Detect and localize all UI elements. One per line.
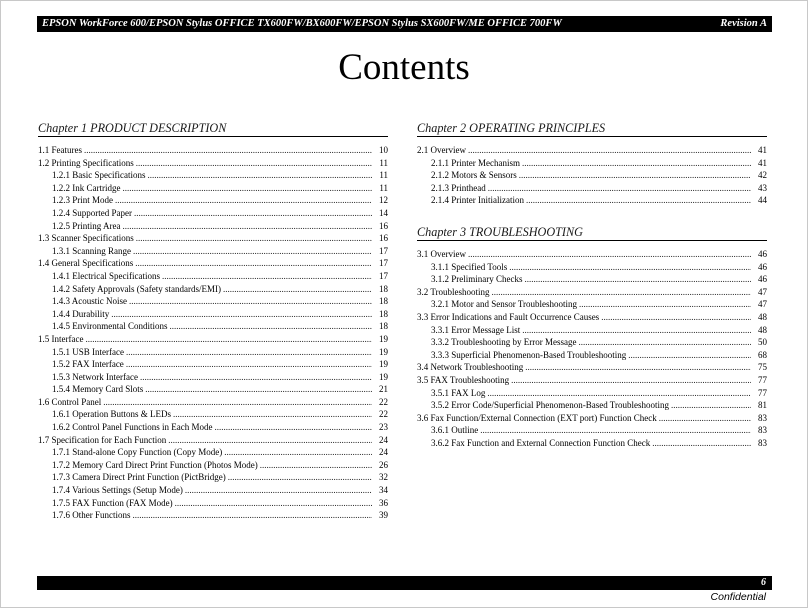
dot-leader — [170, 320, 373, 333]
toc-entry-label: 1.4.3 Acoustic Noise — [52, 296, 127, 307]
toc-entry-label: 1.4.4 Durability — [52, 308, 110, 319]
toc-entry-label: 3.4 Network Troubleshooting — [417, 362, 524, 373]
toc-entry[interactable] — [38, 257, 388, 270]
toc-entry[interactable] — [38, 232, 388, 245]
toc-entry[interactable] — [38, 333, 388, 346]
dot-leader — [671, 399, 751, 412]
toc-entry-page: 41 — [758, 157, 767, 168]
toc-entry[interactable] — [38, 270, 388, 283]
toc-entry[interactable] — [38, 471, 388, 484]
toc-entry[interactable] — [417, 169, 767, 182]
toc-entry-label: 3.3.1 Error Message List — [431, 324, 521, 335]
dot-leader — [85, 333, 372, 346]
toc-entry-label: 1.5.4 Memory Card Slots — [52, 384, 144, 395]
toc-entry-page: 18 — [379, 321, 388, 332]
dot-leader — [133, 245, 372, 258]
toc-entry-label: 3.5 FAX Troubleshooting — [417, 374, 510, 385]
toc-entry-page: 77 — [758, 387, 767, 398]
toc-entry-label: 3.3 Error Indications and Fault Occurrence Causes — [417, 311, 600, 322]
dot-leader — [525, 273, 752, 286]
toc-entry-label: 3.6.2 Fax Function and External Connection Function Check — [431, 437, 651, 448]
toc-entry[interactable] — [38, 421, 388, 434]
toc-entry-page: 17 — [379, 270, 388, 281]
toc-entry[interactable] — [38, 396, 388, 409]
toc-entry-page: 83 — [758, 437, 767, 448]
dot-leader — [492, 286, 751, 299]
dot-leader — [185, 484, 372, 497]
toc-left-column — [38, 120, 388, 522]
toc-entry[interactable] — [38, 182, 388, 195]
revision-label: Revision A — [720, 18, 767, 29]
toc-entry-label: 1.2.4 Supported Paper — [52, 207, 132, 218]
toc-entry-label: 1.4.5 Environmental Conditions — [52, 321, 168, 332]
toc-entry-page: 32 — [379, 472, 388, 483]
toc-entry-page: 24 — [379, 434, 388, 445]
dot-leader — [468, 248, 751, 261]
toc-entry-label: 3.2 Troubleshooting — [417, 286, 490, 297]
dot-leader — [511, 374, 751, 387]
toc-entry-page: 22 — [379, 409, 388, 420]
toc-entry-label: 1.1 Features — [38, 145, 82, 155]
confidential-label: Confidential — [710, 591, 766, 603]
toc-entry-page: 16 — [379, 220, 388, 231]
toc-entry[interactable] — [417, 374, 767, 387]
toc-entry[interactable] — [38, 383, 388, 396]
dot-leader — [162, 270, 372, 283]
dot-leader — [126, 358, 372, 371]
toc-entry-label: 2.1.2 Motors & Sensors — [431, 170, 517, 181]
toc-entry[interactable] — [417, 361, 767, 374]
page-number: 6 — [761, 577, 766, 588]
dot-leader — [260, 459, 372, 472]
dot-leader — [480, 424, 751, 437]
toc-entry-page: 22 — [379, 396, 388, 407]
dot-leader — [134, 207, 372, 220]
toc-entry-label: 2.1.4 Printer Initialization — [431, 195, 524, 206]
toc-entry-label: 1.5.1 USB Interface — [52, 346, 124, 357]
toc-right-column — [417, 120, 767, 449]
dot-leader — [488, 182, 751, 195]
toc-entry-page: 10 — [379, 145, 388, 155]
dot-leader — [522, 157, 751, 170]
dot-leader — [228, 471, 372, 484]
toc-entry[interactable] — [38, 220, 388, 233]
toc-entry-label: 3.5.2 Error Code/Superficial Phenomenon-Based Troubleshooting — [431, 400, 669, 411]
toc-entry-page: 75 — [758, 362, 767, 373]
toc-entry-page: 14 — [379, 207, 388, 218]
header-bar — [37, 16, 772, 32]
toc-entry-label: 1.7.2 Memory Card Direct Print Function (Photos Mode) — [52, 459, 258, 470]
toc-entry[interactable] — [417, 144, 767, 157]
chapter-heading: Chapter 1 PRODUCT DESCRIPTION — [38, 120, 388, 137]
dot-leader — [103, 396, 372, 409]
toc-entry-page: 50 — [758, 337, 767, 348]
toc-entry-label: 1.2.2 Ink Cartridge — [52, 182, 121, 193]
dot-leader — [487, 387, 751, 400]
toc-entry-label: 2.1.1 Printer Mechanism — [431, 157, 520, 168]
toc-entry[interactable] — [38, 320, 388, 333]
toc-entry[interactable] — [417, 437, 767, 450]
toc-entry[interactable] — [38, 169, 388, 182]
toc-entry-label: 1.4.2 Safety Approvals (Safety standards/EMI) — [52, 283, 221, 294]
toc-entry-label: 1.6 Control Panel — [38, 396, 102, 407]
dot-leader — [136, 232, 372, 245]
toc-entry[interactable] — [38, 157, 388, 170]
toc-entry[interactable] — [38, 308, 388, 321]
toc-entry-label: 1.6.1 Operation Buttons & LEDs — [52, 409, 171, 420]
toc-entry-label: 1.5.3 Network Interface — [52, 371, 138, 382]
toc-entry-page: 16 — [379, 233, 388, 244]
toc-entry-page: 18 — [379, 296, 388, 307]
toc-entry[interactable] — [417, 324, 767, 337]
toc-entry-page: 46 — [758, 248, 767, 259]
dot-leader — [628, 349, 751, 362]
toc-entry-label: 1.7.5 FAX Function (FAX Mode) — [52, 497, 173, 508]
toc-entry-page: 48 — [758, 324, 767, 335]
toc-entry-label: 3.1 Overview — [417, 248, 466, 259]
toc-entry-page: 44 — [758, 195, 767, 206]
toc-entry-label: 3.6.1 Outline — [431, 425, 479, 436]
toc-entry-label: 1.7.4 Various Settings (Setup Mode) — [52, 485, 183, 496]
toc-entry-page: 11 — [379, 182, 388, 193]
toc-entry-label: 1.2.5 Printing Area — [52, 220, 121, 231]
document-title: EPSON WorkForce 600/EPSON Stylus OFFICE TX600FW/BX600FW/EPSON Stylus SX600FW/ME OFFICE 700FW — [42, 18, 562, 29]
dot-leader — [525, 361, 751, 374]
toc-entry-page: 19 — [379, 359, 388, 370]
toc-entry[interactable] — [38, 434, 388, 447]
toc-entry[interactable] — [38, 144, 388, 157]
toc-entry-label: 1.5 Interface — [38, 333, 84, 344]
toc-entry-label: 3.3.3 Superficial Phenomenon-Based Troubleshooting — [431, 349, 627, 360]
toc-entry-page: 12 — [379, 195, 388, 206]
toc-entry-page: 34 — [379, 485, 388, 496]
toc-entry[interactable] — [38, 346, 388, 359]
toc-entry-label: 2.1 Overview — [417, 145, 466, 155]
toc-entry[interactable] — [417, 261, 767, 274]
dot-leader — [84, 144, 372, 157]
toc-entry-page: 43 — [758, 182, 767, 193]
toc-entry-label: 3.2.1 Motor and Sensor Troubleshooting — [431, 299, 578, 310]
toc-entry[interactable] — [38, 459, 388, 472]
toc-entry-label: 1.4 General Specifications — [38, 258, 134, 269]
dot-leader — [579, 298, 751, 311]
toc-entry[interactable] — [38, 408, 388, 421]
dot-leader — [659, 412, 751, 425]
toc-entry-page: 17 — [379, 245, 388, 256]
toc-entry-page: 19 — [379, 333, 388, 344]
toc-entry-label: 3.3.2 Troubleshooting by Error Message — [431, 337, 577, 348]
dot-leader — [175, 497, 372, 510]
dot-leader — [136, 157, 372, 170]
dot-leader — [111, 308, 372, 321]
toc-entry-page: 39 — [379, 510, 388, 521]
toc-entry-page: 36 — [379, 497, 388, 508]
toc-entry-label: 1.2.3 Print Mode — [52, 195, 114, 206]
dot-leader — [601, 311, 751, 324]
toc-entry[interactable] — [417, 311, 767, 324]
dot-leader — [522, 324, 751, 337]
toc-entry[interactable] — [417, 298, 767, 311]
toc-entry[interactable] — [38, 371, 388, 384]
toc-entry-label: 1.2 Printing Specifications — [38, 157, 134, 168]
toc-entry[interactable] — [417, 248, 767, 261]
toc-entry-page: 24 — [379, 447, 388, 458]
toc-entry-page: 81 — [758, 400, 767, 411]
toc-entry-page: 47 — [758, 286, 767, 297]
toc-entry-page: 19 — [379, 371, 388, 382]
toc-entry[interactable] — [417, 194, 767, 207]
footer-bar — [37, 576, 772, 590]
dot-leader — [509, 261, 751, 274]
dot-leader — [223, 283, 372, 296]
toc-entry-page: 46 — [758, 274, 767, 285]
toc-entry[interactable] — [38, 295, 388, 308]
toc-entry[interactable] — [38, 194, 388, 207]
toc-entry-page: 18 — [379, 283, 388, 294]
toc-entry[interactable] — [417, 399, 767, 412]
toc-entry-label: 3.1.1 Specified Tools — [431, 261, 508, 272]
page-title: Contents — [338, 47, 470, 88]
toc-entry[interactable] — [417, 286, 767, 299]
dot-leader — [126, 346, 372, 359]
toc-entry[interactable] — [417, 273, 767, 286]
toc-entry[interactable] — [38, 446, 388, 459]
toc-entry[interactable] — [38, 358, 388, 371]
toc-entry-label: 1.7.6 Other Functions — [52, 510, 131, 521]
dot-leader — [173, 408, 372, 421]
toc-entry-page: 77 — [758, 374, 767, 385]
dot-leader — [140, 371, 372, 384]
toc-entry-label: 1.3.1 Scanning Range — [52, 245, 131, 256]
toc-entry-label: 1.3 Scanner Specifications — [38, 233, 134, 244]
dot-leader — [652, 437, 751, 450]
chapter-heading: Chapter 3 TROUBLESHOOTING — [417, 224, 767, 241]
toc-entry-page: 18 — [379, 308, 388, 319]
toc-entry-label: 2.1.3 Printhead — [431, 182, 486, 193]
toc-entry-label: 1.7.1 Stand-alone Copy Function (Copy Mode) — [52, 447, 223, 458]
dot-leader — [526, 194, 751, 207]
dot-leader — [579, 336, 752, 349]
dot-leader — [214, 421, 372, 434]
toc-entry-page: 83 — [758, 425, 767, 436]
toc-entry[interactable] — [38, 283, 388, 296]
toc-entry[interactable] — [417, 412, 767, 425]
toc-entry-page: 21 — [379, 384, 388, 395]
dot-leader — [135, 257, 372, 270]
toc-entry-label: 1.6.2 Control Panel Functions in Each Mode — [52, 422, 213, 433]
dot-leader — [123, 220, 373, 233]
toc-entry[interactable] — [38, 245, 388, 258]
toc-entry-label: 1.2.1 Basic Specifications — [52, 170, 146, 181]
dot-leader — [224, 446, 372, 459]
toc-entry[interactable] — [38, 207, 388, 220]
toc-entry[interactable] — [417, 349, 767, 362]
toc-entry[interactable] — [38, 484, 388, 497]
toc-entry-page: 11 — [379, 157, 388, 168]
toc-entry-page: 68 — [758, 349, 767, 360]
toc-entry-label: 3.5.1 FAX Log — [431, 387, 486, 398]
toc-entry-label: 1.7 Specification for Each Function — [38, 434, 167, 445]
toc-entry[interactable] — [417, 182, 767, 195]
toc-entry-label: 1.5.2 FAX Interface — [52, 359, 124, 370]
toc-entry[interactable] — [38, 509, 388, 522]
toc-entry-label: 3.1.2 Preliminary Checks — [431, 274, 523, 285]
toc-entry[interactable] — [417, 336, 767, 349]
toc-entry-label: 3.6 Fax Function/External Connection (EXT port) Function Check — [417, 412, 657, 423]
toc-entry-label: 1.4.1 Electrical Specifications — [52, 270, 160, 281]
dot-leader — [519, 169, 751, 182]
toc-entry[interactable] — [417, 387, 767, 400]
toc-entry-page: 11 — [379, 170, 388, 181]
toc-entry-page: 47 — [758, 299, 767, 310]
dot-leader — [168, 434, 372, 447]
toc-entry-page: 83 — [758, 412, 767, 423]
dot-leader — [129, 295, 372, 308]
toc-entry[interactable] — [417, 424, 767, 437]
toc-entry-page: 42 — [758, 170, 767, 181]
dot-leader — [115, 194, 372, 207]
toc-entry-page: 19 — [379, 346, 388, 357]
dot-leader — [468, 144, 751, 157]
toc-entry-page: 23 — [379, 422, 388, 433]
toc-entry[interactable] — [38, 497, 388, 510]
dot-leader — [147, 169, 372, 182]
dot-leader — [145, 383, 372, 396]
dot-leader — [122, 182, 372, 195]
toc-entry-page: 26 — [379, 459, 388, 470]
toc-entry-page: 17 — [379, 258, 388, 269]
toc-entry-page: 48 — [758, 311, 767, 322]
dot-leader — [133, 509, 373, 522]
toc-entry-page: 46 — [758, 261, 767, 272]
toc-entry-page: 41 — [758, 145, 767, 155]
toc-entry[interactable] — [417, 157, 767, 170]
chapter-heading: Chapter 2 OPERATING PRINCIPLES — [417, 120, 767, 137]
toc-entry-label: 1.7.3 Camera Direct Print Function (PictBridge) — [52, 472, 226, 483]
